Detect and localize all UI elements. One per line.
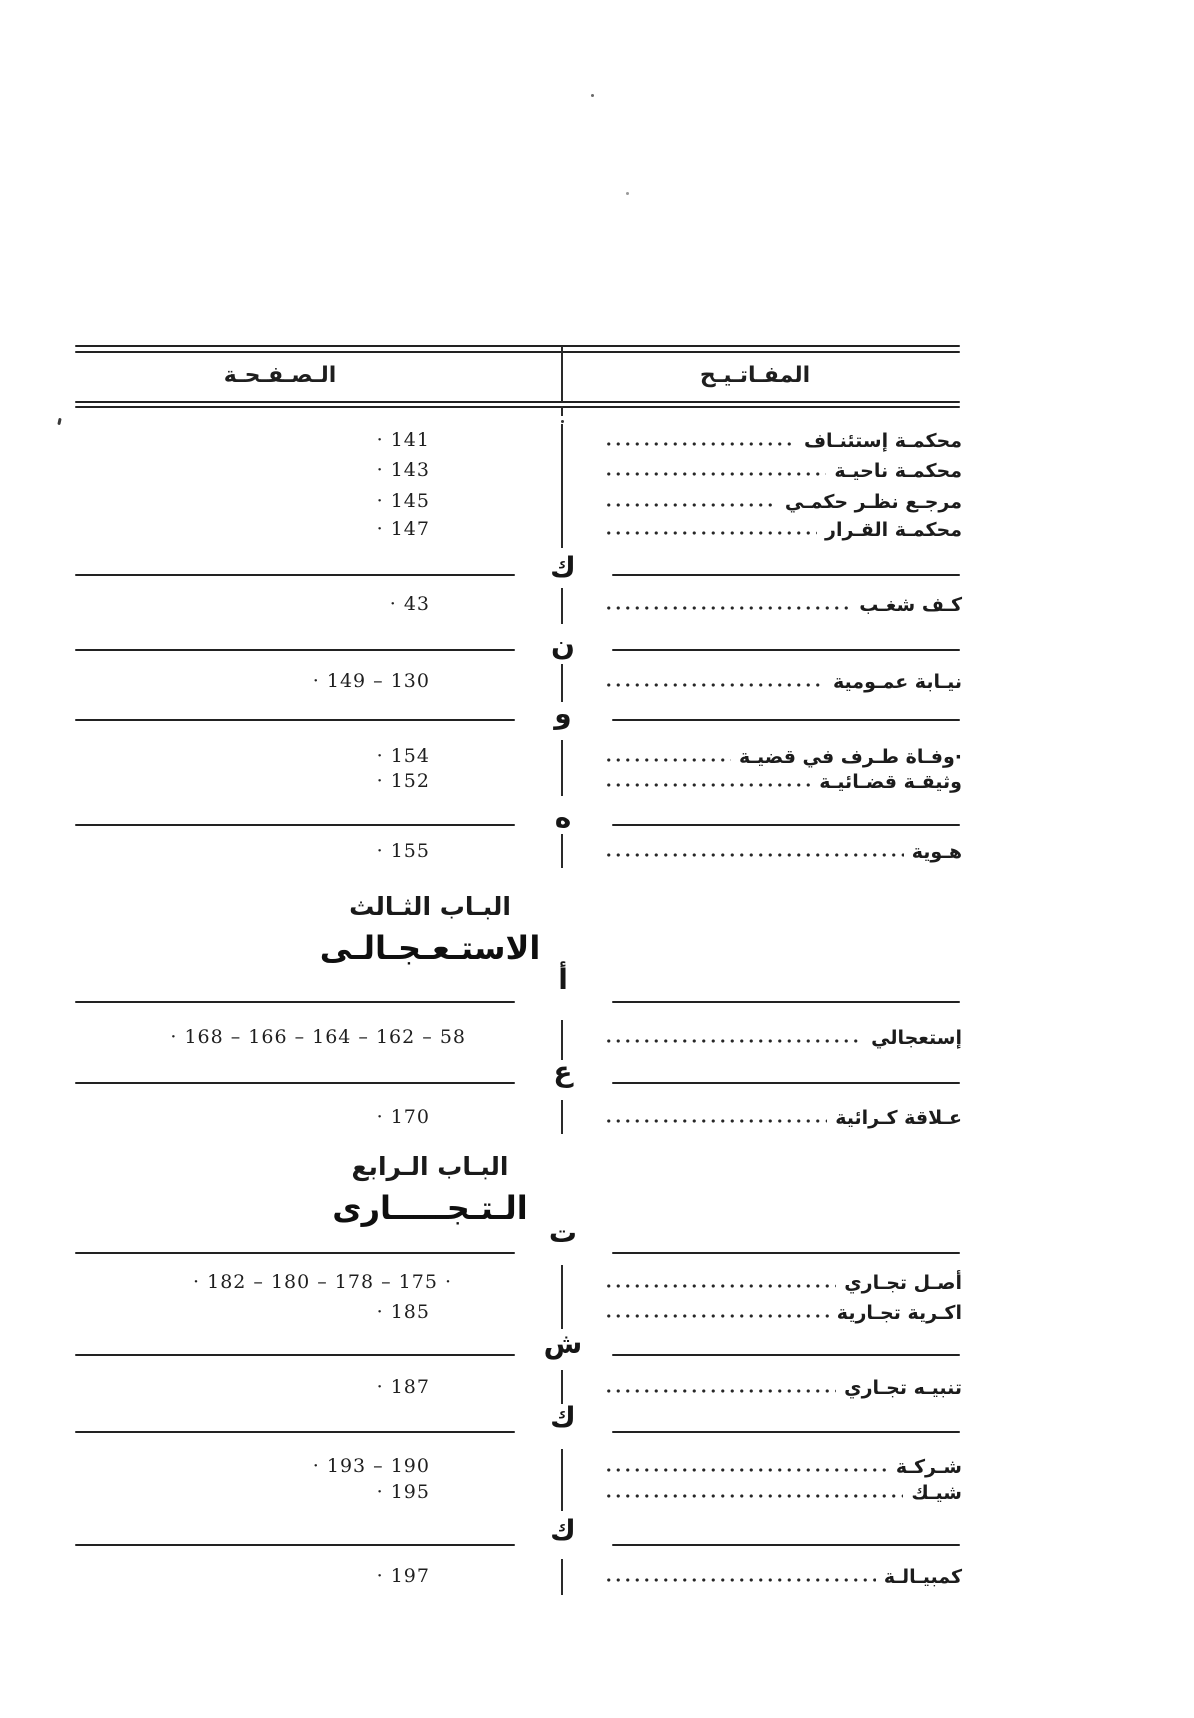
entry-term: كـف شغـب bbox=[859, 594, 962, 616]
table-top-rule bbox=[75, 345, 960, 347]
index-entry bbox=[0, 1479, 1194, 1507]
entry-page-numbers: · 147 bbox=[376, 518, 430, 540]
entry-term: هـوية bbox=[911, 841, 962, 863]
section-letter: أ bbox=[558, 963, 568, 996]
entry-line bbox=[600, 591, 962, 619]
entry-term: شـركـة bbox=[895, 1456, 962, 1478]
index-entry bbox=[0, 838, 1194, 866]
section-rule-right bbox=[612, 1544, 960, 1546]
entry-page-numbers: · 149 – 130 bbox=[312, 670, 430, 692]
entry-term: عـلاقة كـرائية bbox=[835, 1107, 962, 1129]
entry-term: شيـك bbox=[911, 1482, 962, 1504]
dots-leader bbox=[604, 1465, 888, 1475]
section-rule-left bbox=[75, 649, 515, 651]
dots-leader bbox=[604, 528, 817, 538]
entry-line bbox=[600, 1479, 962, 1507]
column-divider-segment bbox=[561, 406, 563, 416]
entry-term: مرجـع نظـر حكمـي bbox=[784, 491, 962, 513]
scan-speck bbox=[591, 94, 594, 97]
dots-leader bbox=[604, 1036, 863, 1046]
section-rule-left bbox=[75, 719, 515, 721]
entry-term: ·وفـاة طـرف في قضيـة bbox=[738, 746, 962, 768]
section-rule-right bbox=[612, 1082, 960, 1084]
index-entry bbox=[0, 1104, 1194, 1132]
section-letter: ك bbox=[550, 551, 576, 584]
section-letter: ت bbox=[548, 1216, 578, 1249]
entry-page-numbers: · 182 – 180 – 178 – 175 · bbox=[193, 1271, 452, 1293]
entry-term: تنبيـه تجـاري bbox=[844, 1377, 962, 1399]
dots-leader bbox=[604, 1491, 903, 1501]
dots-leader bbox=[604, 1116, 827, 1126]
entry-page-numbers: · 195 bbox=[376, 1481, 430, 1503]
scan-speck bbox=[57, 418, 61, 425]
entry-line bbox=[600, 488, 962, 516]
entry-line bbox=[600, 427, 962, 455]
index-entry bbox=[0, 488, 1194, 516]
section-letter: ك bbox=[550, 1401, 576, 1434]
section-rule-left bbox=[75, 1252, 515, 1254]
index-entry bbox=[0, 1453, 1194, 1481]
dots-leader bbox=[604, 850, 904, 860]
section-rule-left bbox=[75, 574, 515, 576]
section-rule-right bbox=[612, 649, 960, 651]
entry-page-numbers: · 185 bbox=[376, 1301, 430, 1323]
index-entry bbox=[0, 743, 1194, 771]
index-entry bbox=[0, 768, 1194, 796]
entry-line bbox=[600, 1299, 962, 1327]
header-bottom-rule bbox=[75, 406, 960, 408]
chapter-title: الاستـعـجـالـى bbox=[319, 929, 541, 967]
entry-term: إستعجالي bbox=[871, 1027, 962, 1049]
entry-line bbox=[600, 838, 962, 866]
section-letter: ن bbox=[551, 629, 575, 662]
section-rule-right bbox=[612, 824, 960, 826]
dots-leader bbox=[604, 1281, 836, 1291]
entry-page-numbers: · 152 bbox=[376, 770, 430, 792]
dots-leader bbox=[604, 780, 811, 790]
section-rule-left bbox=[75, 1544, 515, 1546]
entry-term: كمبيـالـة bbox=[883, 1566, 962, 1588]
section-letter: ك bbox=[550, 1514, 576, 1547]
chapter-title: الـتـجـــــارى bbox=[332, 1189, 528, 1227]
dots-leader bbox=[604, 1386, 836, 1396]
entry-page-numbers: · 143 bbox=[376, 459, 430, 481]
entry-page-numbers: · 193 – 190 bbox=[312, 1455, 430, 1477]
column-divider-dot bbox=[561, 420, 564, 423]
index-entry bbox=[0, 591, 1194, 619]
section-rule-left bbox=[75, 1354, 515, 1356]
entry-line bbox=[600, 1024, 962, 1052]
entry-term: أصـل تجـاري bbox=[844, 1272, 962, 1294]
header-page-column: الـصـفـحـة bbox=[223, 363, 337, 388]
section-rule-right bbox=[612, 574, 960, 576]
table-top-rule bbox=[75, 351, 960, 353]
entry-term: نيـابة عمـومية bbox=[833, 671, 962, 693]
index-entry bbox=[0, 457, 1194, 485]
header-bottom-rule bbox=[75, 401, 960, 403]
entry-term: محكمـة ناحيـة bbox=[834, 460, 962, 482]
index-entry bbox=[0, 1024, 1194, 1052]
section-rule-left bbox=[75, 1082, 515, 1084]
entry-line bbox=[600, 516, 962, 544]
dots-leader bbox=[604, 1311, 829, 1321]
entry-term: اكـرية تجـارية bbox=[836, 1302, 962, 1324]
entry-page-numbers: · 187 bbox=[376, 1376, 430, 1398]
index-entry bbox=[0, 516, 1194, 544]
entry-line bbox=[600, 1104, 962, 1132]
entry-page-numbers: · 154 bbox=[376, 745, 430, 767]
entry-page-numbers: · 197 bbox=[376, 1565, 430, 1587]
entry-line bbox=[600, 1374, 962, 1402]
entry-term: محكمـة إستئنـاف bbox=[803, 430, 962, 452]
entry-line bbox=[600, 1453, 962, 1481]
scan-speck bbox=[626, 192, 629, 195]
header-keys-column: المفـاتـيـح bbox=[699, 363, 811, 388]
entry-line bbox=[600, 668, 962, 696]
entry-line bbox=[600, 1269, 962, 1297]
dots-leader bbox=[604, 469, 826, 479]
entry-page-numbers: · 141 bbox=[376, 429, 430, 451]
section-rule-left bbox=[75, 1001, 515, 1003]
index-entry bbox=[0, 1563, 1194, 1591]
section-letter: ش bbox=[543, 1327, 583, 1360]
section-letter: ه bbox=[554, 801, 572, 834]
chapter-kicker: البـاب الـرابع bbox=[351, 1152, 509, 1181]
entry-page-numbers: · 43 bbox=[389, 593, 430, 615]
dots-leader bbox=[604, 1575, 876, 1585]
section-rule-right bbox=[612, 719, 960, 721]
index-entry bbox=[0, 1269, 1194, 1297]
entry-line bbox=[600, 743, 962, 771]
chapter-kicker: البـاب الثـالث bbox=[349, 892, 511, 921]
section-rule-right bbox=[612, 1252, 960, 1254]
section-rule-left bbox=[75, 1431, 515, 1433]
index-entry bbox=[0, 427, 1194, 455]
dots-leader bbox=[604, 500, 777, 510]
index-entry bbox=[0, 1374, 1194, 1402]
section-rule-left bbox=[75, 824, 515, 826]
section-rule-right bbox=[612, 1001, 960, 1003]
index-entry bbox=[0, 1299, 1194, 1327]
column-divider-segment bbox=[561, 346, 563, 402]
dots-leader bbox=[604, 680, 825, 690]
entry-term: محكمـة القـرار bbox=[825, 519, 962, 541]
section-rule-right bbox=[612, 1354, 960, 1356]
entry-page-numbers: · 155 bbox=[376, 840, 430, 862]
entry-line bbox=[600, 1563, 962, 1591]
entry-line bbox=[600, 768, 962, 796]
index-entry bbox=[0, 668, 1194, 696]
entry-term: وثيقـة قضـائيـة bbox=[819, 771, 962, 793]
section-letter: ع bbox=[553, 1055, 573, 1088]
section-letter: و bbox=[554, 697, 572, 730]
dots-leader bbox=[604, 439, 796, 449]
entry-page-numbers: · 145 bbox=[376, 490, 430, 512]
dots-leader bbox=[604, 755, 731, 765]
entry-line bbox=[600, 457, 962, 485]
entry-page-numbers: · 170 bbox=[376, 1106, 430, 1128]
entry-page-numbers: · 168 – 166 – 164 – 162 – 58 bbox=[170, 1026, 466, 1048]
dots-leader bbox=[604, 603, 851, 613]
section-rule-right bbox=[612, 1431, 960, 1433]
